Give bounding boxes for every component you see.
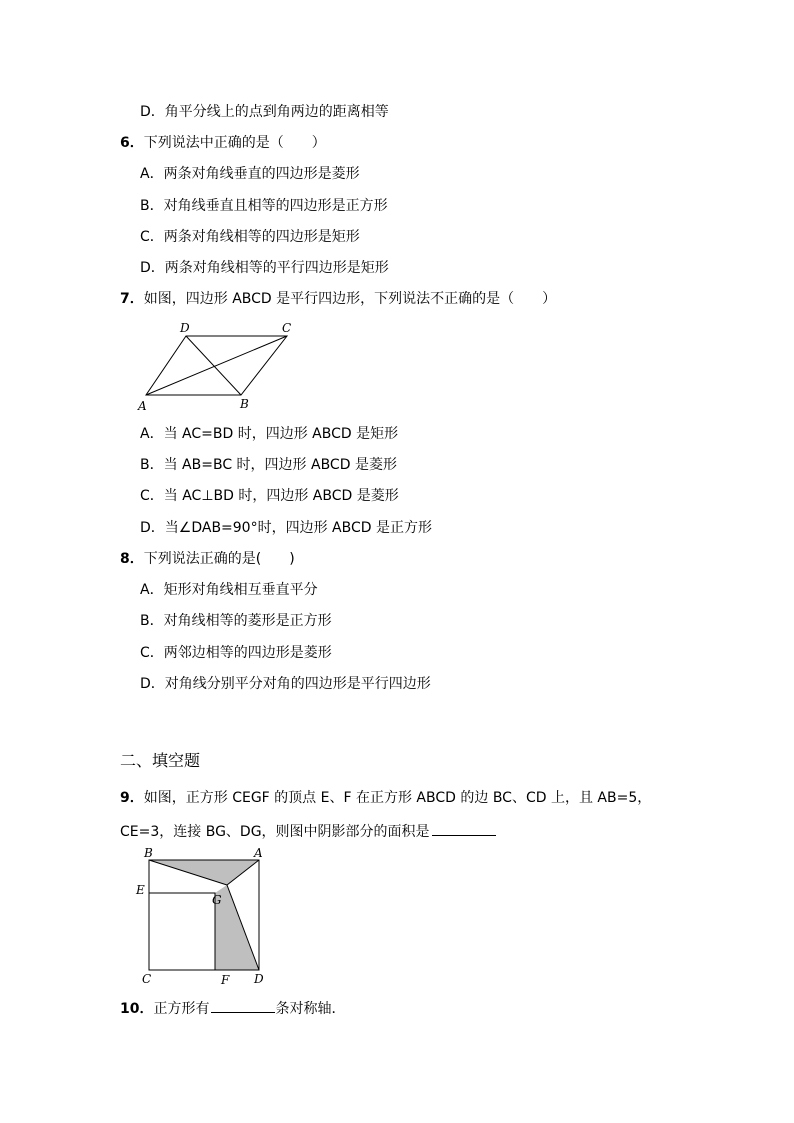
q10-stem-after: 条对称轴． — [275, 1001, 346, 1017]
q9-question-line1 — [120, 789, 651, 807]
square-cegf-edges — [149, 893, 215, 970]
q6-option-d: D．两条对角线相等的平行四边形是矩形 — [140, 260, 389, 276]
q6-option-c: C．两条对角线相等的四边形是矩形 — [140, 229, 360, 245]
label-d: D — [180, 321, 190, 335]
label-b: B — [144, 846, 153, 860]
q6-option-a: A．两条对角线垂直的四边形是菱形 — [140, 166, 360, 182]
q8-option-b: B．对角线相等的菱形是正方形 — [140, 613, 332, 629]
q8-option-d: D．对角线分别平分对角的四边形是平行四边形 — [140, 676, 431, 692]
label-e: E — [136, 883, 145, 897]
section-title-fill-in: 二、填空题 — [120, 751, 201, 770]
diagonal-bd — [186, 336, 241, 395]
diagonal-ac — [146, 336, 287, 395]
q7-parallelogram-figure — [130, 318, 310, 418]
q9-stem-line2: CE=3，连接 BG、DG，则图中阴影部分的面积是 — [120, 824, 430, 840]
q8-question — [120, 550, 295, 568]
label-c: C — [142, 972, 152, 986]
q7-stem: 如图，四边形 ABCD 是平行四边形，下列说法不正确的是（ ） — [143, 291, 557, 307]
q10-stem-before: 正方形有 — [153, 1001, 210, 1017]
q7-option-c: C．当 AC⊥BD 时，四边形 ABCD 是菱形 — [140, 488, 399, 504]
q9-number: 9． — [120, 790, 144, 806]
q7-option-d: D．当∠DAB=90°时，四边形 ABCD 是正方形 — [140, 520, 432, 536]
q9-question-line2 — [120, 821, 496, 841]
q7-option-b: B．当 AB=BC 时，四边形 ABCD 是菱形 — [140, 457, 397, 473]
q9-square-figure — [130, 843, 280, 993]
q9-answer-blank[interactable] — [432, 821, 496, 836]
q8-option-c: C．两邻边相等的四边形是菱形 — [140, 645, 332, 661]
q8-number: 8． — [120, 551, 144, 567]
q7-question — [120, 290, 556, 308]
q6-number: 6． — [120, 135, 144, 151]
label-f: F — [221, 973, 230, 987]
q10-answer-blank[interactable] — [211, 998, 275, 1013]
q10-question — [120, 998, 345, 1018]
q5-option-d: D．角平分线上的点到角两边的距离相等 — [140, 104, 389, 120]
q9-stem-line1: 如图，正方形 CEGF 的顶点 E、F 在正方形 ABCD 的边 BC、CD 上，且 AB=5， — [143, 790, 652, 806]
q6-stem: 下列说法中正确的是（ ） — [143, 135, 326, 151]
label-d: D — [254, 972, 264, 986]
q8-option-a: A．矩形对角线相互垂直平分 — [140, 582, 318, 598]
label-g: G — [212, 893, 222, 907]
q8-stem: 下列说法正确的是( ) — [143, 551, 295, 567]
label-a: A — [254, 846, 263, 860]
label-a: A — [138, 399, 147, 413]
q7-number: 7． — [120, 291, 144, 307]
label-c: C — [282, 321, 292, 335]
q7-option-a: A．当 AC=BD 时，四边形 ABCD 是矩形 — [140, 426, 399, 442]
q6-question — [120, 134, 326, 152]
q6-option-b: B．对角线垂直且相等的四边形是正方形 — [140, 198, 388, 214]
shaded-triangle-dfg — [215, 885, 259, 970]
label-b: B — [240, 397, 249, 411]
q10-number: 10． — [120, 1001, 154, 1017]
